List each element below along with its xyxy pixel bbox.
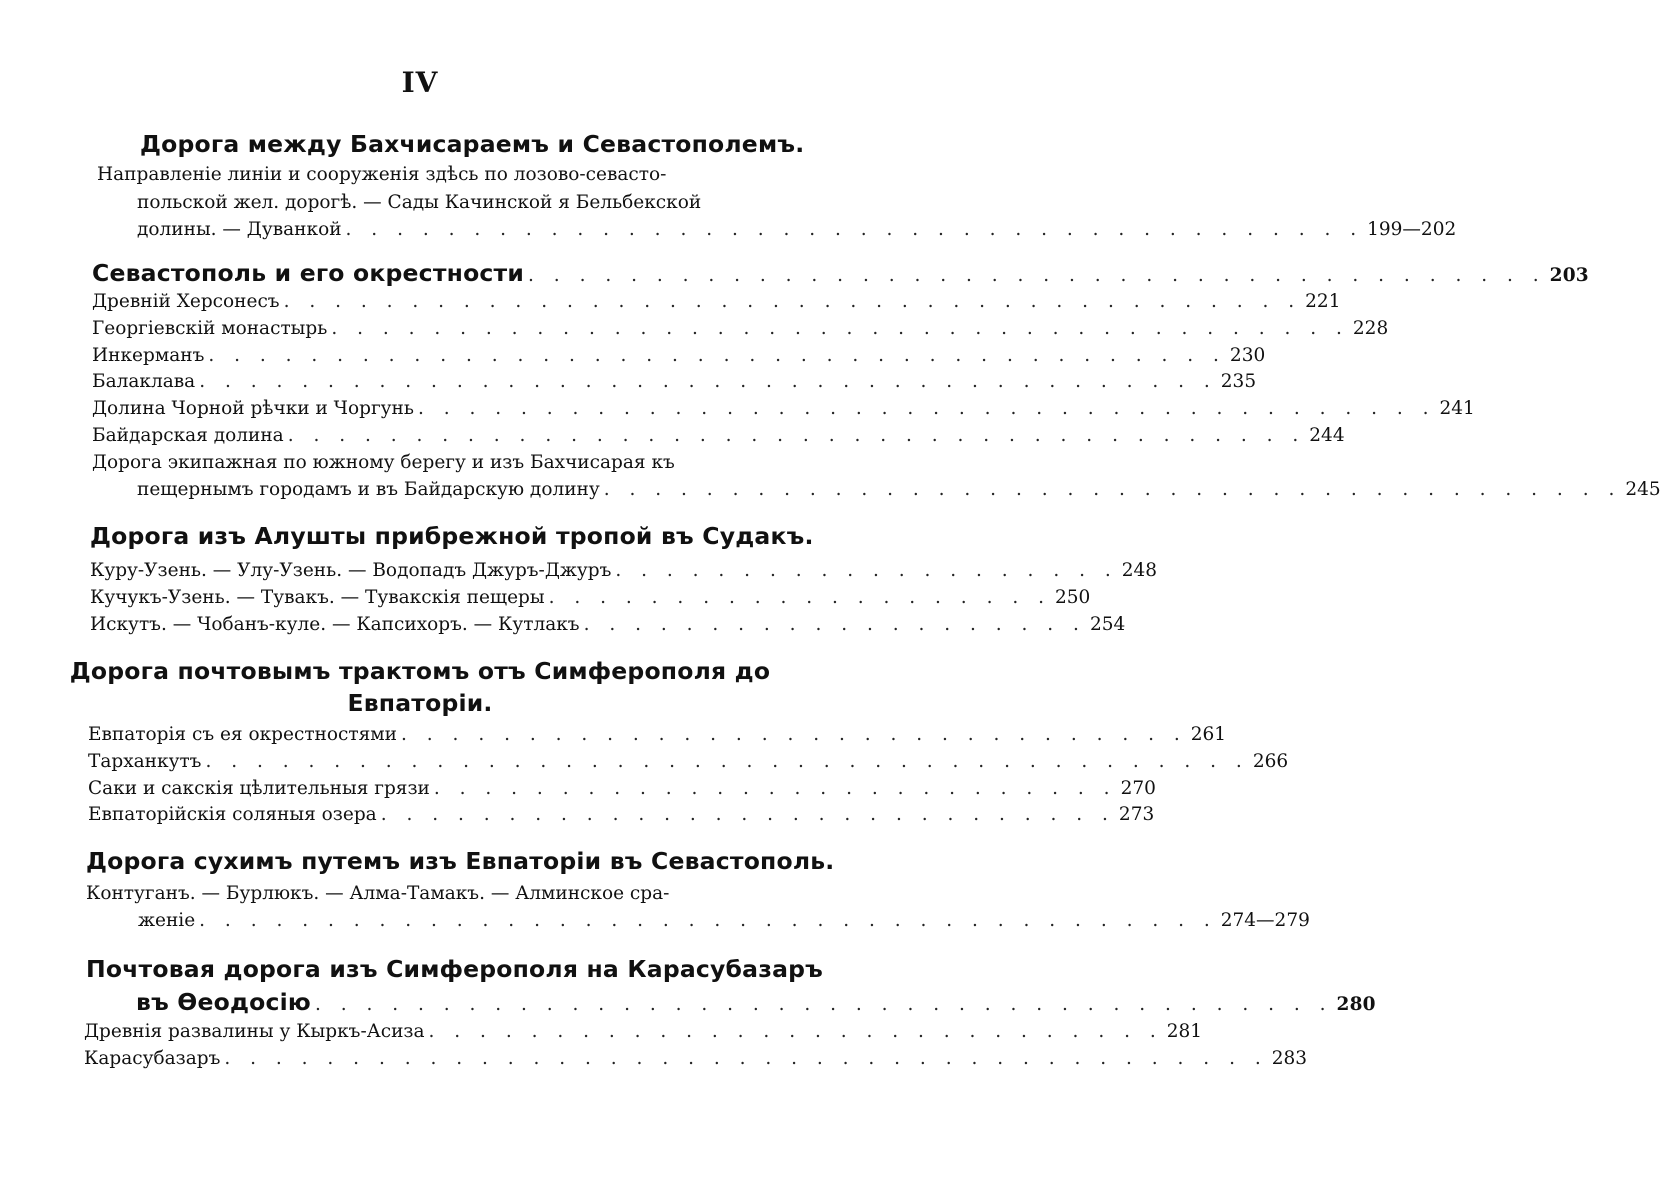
leader-dots: . . . . . . . . . . . . . . . . . . . . . . . . . . . . . . . . . . . . . . . . xyxy=(331,317,1349,339)
toc-entry-heading xyxy=(92,257,1589,292)
toc-entry xyxy=(137,217,1457,244)
toc-entry xyxy=(92,477,1661,504)
entry-label: Тарханкутъ xyxy=(88,750,202,772)
entry-list xyxy=(90,558,1158,638)
entry-label: Дорога экипажная по южному берегу и изъ Бахчисарая къ xyxy=(92,451,675,473)
toc-entry xyxy=(90,558,1158,585)
entry-page: 203 xyxy=(1549,265,1589,286)
leader-dots: . . . . . . . . . . . . . . . . . . . . xyxy=(548,586,1051,608)
section-heading-cont: Евпаторіи. xyxy=(347,689,493,717)
section-heading: Почтовая дорога изъ Симферополя на Карасубазаръ xyxy=(86,955,824,983)
entry-list xyxy=(84,1019,1308,1073)
entry-page: 280 xyxy=(1336,994,1376,1015)
entry-label: Инкерманъ xyxy=(92,344,205,366)
entry-page: 274—279 xyxy=(1220,909,1310,931)
section-heading: Дорога почтовымъ трактомъ отъ Симферополя до xyxy=(69,657,771,685)
entry-page: 273 xyxy=(1118,804,1155,826)
leader-dots: . . . . . . . . . . . . . . . . . . . . . . . . . . . . . . . . . . . . . . . . . xyxy=(224,1047,1268,1069)
entry-label: Древній Херсонесъ xyxy=(92,291,280,312)
entry-list xyxy=(88,722,1289,829)
entry-page: 235 xyxy=(1220,371,1257,393)
section-heading: Севастополь и его окрестности xyxy=(92,259,525,287)
toc-entry xyxy=(88,802,1155,829)
entry-page: 199—202 xyxy=(1367,219,1457,240)
leader-dots: . . . . . . . . . . . . . . . . . . . . . . . . . . . . . . . . . . . . . . . . xyxy=(345,219,1364,240)
entry-label: Куру-Узень. — Улу-Узень. — Водопадъ Джуръ-Джуръ xyxy=(90,560,612,581)
leader-dots: . . . . . . . . . . . . . . . . . . . . . . . . . . . . . xyxy=(380,804,1115,826)
entry-page: 261 xyxy=(1190,724,1227,745)
leader-dots: . . . . . . . . . . . . . . . . . . . . . . . . . . . . . . . . . . . . . . . . . xyxy=(205,750,1249,772)
description-text: польской жел. дорогѣ. — Сады Качинской я Бельбекской xyxy=(137,192,702,213)
entry-page: 248 xyxy=(1121,560,1158,581)
entry-label: Долина Чорной рѣчки и Чоргунь xyxy=(92,398,414,420)
leader-dots: . . . . . . . . . . . . . . . . . . . . . . . . . . . . . xyxy=(428,1021,1163,1042)
entry-page: 244 xyxy=(1309,424,1345,446)
description-text: Направленіе линіи и сооруженія здѣсь по лозово-севасто- xyxy=(97,164,667,185)
leader-dots: . . . . . . . . . . . . . . . . . . . . xyxy=(615,560,1118,581)
entry-page: 241 xyxy=(1439,398,1475,420)
entry-label: Кучукъ-Узень. — Тувакъ. — Тувакскія пещеры xyxy=(90,586,545,608)
description-line xyxy=(97,189,709,217)
leader-dots: . . . . . . . . . . . . . . . . . . . . xyxy=(583,613,1086,635)
leader-dots: . . . . . . . . . . . . . . . . . . . . . . . . . . . . . . . . . . . . . . . . xyxy=(287,424,1306,446)
section-heading: Дорога сухимъ путемъ изъ Евпаторіи въ Севастополь. xyxy=(86,847,835,875)
entry-page: 281 xyxy=(1166,1021,1203,1042)
entry-list xyxy=(92,289,1661,503)
leader-dots: . . . . . . . . . . . . . . . . . . . . . . . . . . . . . . . . . . . . . . . . xyxy=(603,478,1622,500)
section-description xyxy=(97,161,709,217)
entry-label: Георгіевскій монастырь xyxy=(92,317,328,339)
toc-entry xyxy=(92,423,1345,450)
entry-label: Искутъ. — Чобанъ-куле. — Капсихоръ. — Кутлакъ xyxy=(90,613,580,635)
entry-label: Евпаторійскія соляныя озера xyxy=(88,804,377,826)
leader-dots: . . . . . . . . . . . . . . . . . . . . . . . . . . . . . . . . . . . . . . . . xyxy=(528,265,1546,286)
toc-entry xyxy=(84,1019,1203,1046)
entry-label: Балаклава xyxy=(92,371,196,393)
section-heading: Дорога между Бахчисараемъ и Севастополемъ. xyxy=(140,130,805,158)
toc-entry xyxy=(88,722,1227,749)
toc-entry xyxy=(88,776,1156,803)
entry-page: 250 xyxy=(1054,586,1091,608)
page-number: IV xyxy=(401,66,439,99)
entry-label: долины. — Дуванкой xyxy=(137,219,342,240)
entry-page: 283 xyxy=(1271,1047,1308,1069)
leader-dots: . . . . . . . . . . . . . . . . . . . . . . . . . . . . . . . . . . . . . . . . xyxy=(417,398,1436,420)
leader-dots: . . . . . . . . . . . . . . . . . . . . . . . . . . . . . . . . . . . . . . . . xyxy=(199,909,1217,931)
toc-entry xyxy=(90,612,1126,639)
toc-entry-line xyxy=(86,881,702,908)
toc-entry xyxy=(92,316,1389,343)
entry-list xyxy=(86,881,1310,935)
toc-entry xyxy=(84,1046,1308,1073)
leader-dots: . . . . . . . . . . . . . . . . . . . . . . . . . . . xyxy=(433,777,1117,799)
leader-dots: . . . . . . . . . . . . . . . . . . . . . . . . . . . . . . . . . . . . . . . . xyxy=(199,371,1217,393)
entry-label: Древнія развалины у Кыркъ-Асиза xyxy=(84,1021,425,1042)
entry-label: Саки и сакскія цѣлительныя грязи xyxy=(88,777,430,799)
entry-label: Евпаторія съ ея окрестностями xyxy=(88,724,398,745)
entry-page: 221 xyxy=(1305,291,1341,312)
entry-label: Карасубазаръ xyxy=(84,1047,221,1069)
toc-entry-heading xyxy=(136,986,1376,1021)
description-line xyxy=(97,161,709,189)
section-heading: Дорога изъ Алушты прибрежной тропой въ Судакъ. xyxy=(90,522,814,550)
entry-page: 270 xyxy=(1120,777,1156,799)
entry-page: 245 xyxy=(1625,478,1661,500)
entry-label: Байдарская долина xyxy=(92,424,284,446)
toc-entry-line xyxy=(92,450,704,477)
leader-dots: . . . . . . . . . . . . . . . . . . . . . . . . . . . . . . . . . . . . . . . . xyxy=(314,994,1333,1015)
toc-entry xyxy=(92,289,1341,316)
toc-entry xyxy=(92,396,1475,423)
entry-label: Контуганъ. — Бурлюкъ. — Алма-Тамакъ. — Алминское сра- xyxy=(86,883,670,904)
toc-entry xyxy=(92,343,1266,370)
entry-label: женіе xyxy=(138,909,196,931)
toc-entry xyxy=(86,908,1310,935)
entry-page: 266 xyxy=(1252,750,1289,772)
entry-page: 254 xyxy=(1089,613,1126,635)
leader-dots: . . . . . . . . . . . . . . . . . . . . . . . . . . . . . . . . . . . . . . . . xyxy=(283,291,1302,312)
entry-page: 228 xyxy=(1352,317,1389,339)
entry-page: 230 xyxy=(1229,344,1266,366)
leader-dots: . . . . . . . . . . . . . . . . . . . . . . . . . . . . . . . xyxy=(401,724,1187,745)
leader-dots: . . . . . . . . . . . . . . . . . . . . . . . . . . . . . . . . . . . . . . . . xyxy=(208,344,1226,366)
toc-entry xyxy=(92,369,1257,396)
entry-label: пещернымъ городамъ и въ Байдарскую долину xyxy=(137,478,600,500)
section-heading-cont: въ Өеодосію xyxy=(136,988,311,1016)
toc-entry xyxy=(90,585,1091,612)
toc-entry xyxy=(88,749,1289,776)
